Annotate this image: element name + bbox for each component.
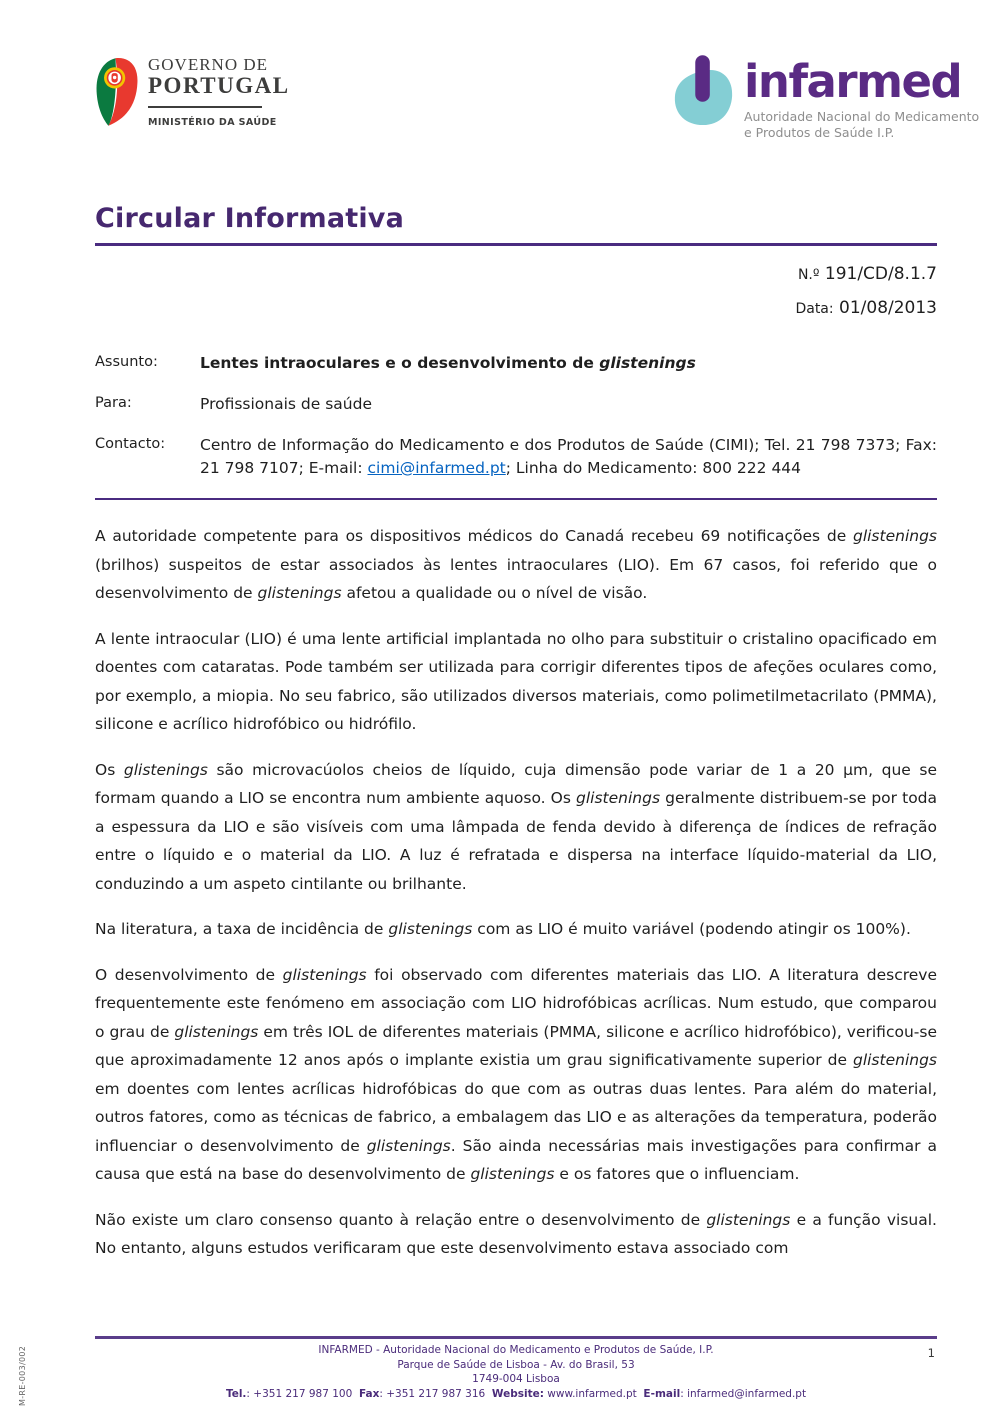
page-footer xyxy=(95,1336,937,1401)
portugal-flag-icon xyxy=(95,56,139,132)
header-fields xyxy=(95,352,937,480)
assunto-label: Assunto: xyxy=(95,354,158,370)
para-row xyxy=(95,393,937,416)
header-separator xyxy=(95,498,937,500)
infarmed-tagline-line2: e Produtos de Saúde I.P. xyxy=(744,125,895,140)
infarmed-logo xyxy=(672,52,979,142)
assunto-value: Lentes intraoculares e o desenvolvimento de glistenings xyxy=(200,354,696,372)
number-label: N.º xyxy=(797,267,820,283)
gov-name-line1: GOVERNO DE xyxy=(148,55,269,74)
number-value: 191/CD/8.1.7 xyxy=(824,264,937,284)
body-paragraph-1: A autoridade competente para os dispositivos médicos do Canadá recebeu 69 notificações de glistenings (brilhos) suspeitos de estar associados às lentes intraoculares (LIO). Em 67 casos, foi referido que o desenvolvimento de glistenings afetou a qualidade ou o nível de visão. xyxy=(95,527,937,602)
document-code-vertical: M-RE-003/002 xyxy=(18,1345,27,1406)
gov-ministry-label: MINISTÉRIO DA SAÚDE xyxy=(148,117,277,128)
document-number xyxy=(95,258,937,292)
footer-city-line: 1749-004 Lisboa xyxy=(472,1373,560,1385)
document-meta xyxy=(95,258,937,326)
infarmed-icon xyxy=(672,52,736,142)
footer-address-line: Parque de Saúde de Lisboa - Av. do Brasil, 53 xyxy=(397,1358,635,1371)
body-paragraph-4: Na literatura, a taxa de incidência de glistenings com as LIO é muito variável (podendo atingir os 100%). xyxy=(95,920,911,938)
gov-logo-divider xyxy=(148,106,262,108)
para-value: Profissionais de saúde xyxy=(200,395,372,413)
infarmed-tagline-line1: Autoridade Nacional do Medicamento xyxy=(744,109,980,124)
assunto-row xyxy=(95,352,937,375)
contacto-row xyxy=(95,434,937,480)
contacto-label: Contacto: xyxy=(95,436,166,452)
body-paragraph-6: Não existe um claro consenso quanto à relação entre o desenvolvimento de glistenings e a função visual. No entanto, alguns estudos verificaram que este desenvolvimento estava associado com xyxy=(95,1210,937,1257)
footer-contacts-line: Tel.: +351 217 987 100 Fax: +351 217 987 316 Website: www.infarmed.pt E-mail: infarmed@infarmed.pt xyxy=(225,1387,807,1400)
gov-name-line2: PORTUGAL xyxy=(148,73,290,98)
cimi-email-link[interactable]: cimi@infarmed.pt xyxy=(367,459,506,477)
contacto-value: Centro de Informação do Medicamento e dos Produtos de Saúde (CIMI); Tel. 21 798 7373; Fax: 21 798 7107; E-mail: cimi@infarmed.pt; Linha do Medicamento: 800 222 444 xyxy=(200,436,937,477)
infarmed-wordmark: infarmed xyxy=(744,55,962,108)
date-value: 01/08/2013 xyxy=(839,298,937,318)
page-number: 1 xyxy=(927,1346,935,1360)
footer-org-line: INFARMED - Autoridade Nacional do Medicamento e Produtos de Saúde, I.P. xyxy=(318,1344,714,1356)
para-label: Para: xyxy=(95,395,132,411)
governo-portugal-logo xyxy=(95,56,290,132)
date-label: Data: xyxy=(795,301,834,317)
main-content xyxy=(95,203,937,1280)
document-date xyxy=(95,292,937,326)
body-text xyxy=(95,522,937,1263)
body-paragraph-5: O desenvolvimento de glistenings foi observado com diferentes materiais das LIO. A literatura descreve frequentemente este fenómeno em associação com LIO hidrofóbicas acrílicas. Num estudo, que comparou o grau de glistenings em três IOL de diferentes materiais (PMMA, silicone e acrílico hidrofóbico), verificou-se que aproximadamente 12 anos após o implante existia um grau significativamente superior de glistenings em doentes com lentes acrílicas hidrofóbicas do que com as outras duas lentes. Para além do material, outros fatores, como as técnicas de fabrico, a embalagem das LIO e as alterações da temperatura, poderão influenciar o desenvolvimento de glistenings. São ainda necessárias mais investigações para confirmar a causa que está na base do desenvolvimento de glistenings e os fatores que o influenciam. xyxy=(95,965,937,1183)
page-title: Circular Informativa xyxy=(95,203,937,246)
body-paragraph-2: A lente intraocular (LIO) é uma lente artificial implantada no olho para substituir o cristalino opacificado em doentes com cataratas. Pode também ser utilizada para corrigir diferentes tipos de afeções oculares como, por exemplo, a miopia. No seu fabrico, são utilizados diversos materiais, como polimetilmetacrilato (PMMA), silicone e acrílico hidrofóbico ou hidrófilo. xyxy=(95,629,937,733)
body-paragraph-3: Os glistenings são microvacúolos cheios de líquido, cuja dimensão pode variar de 1 a 20 µm, que se formam quando a LIO se encontra num ambiente aquoso. Os glistenings geralmente distribuem-se por toda a espessura da LIO e são visíveis com uma lâmpada de fenda devido à diferença de índices de refração entre o líquido e o material da LIO. A luz é refratada e dispersa na interface líquido-material da LIO, conduzindo a um aspeto cintilante ou brilhante. xyxy=(95,760,938,893)
